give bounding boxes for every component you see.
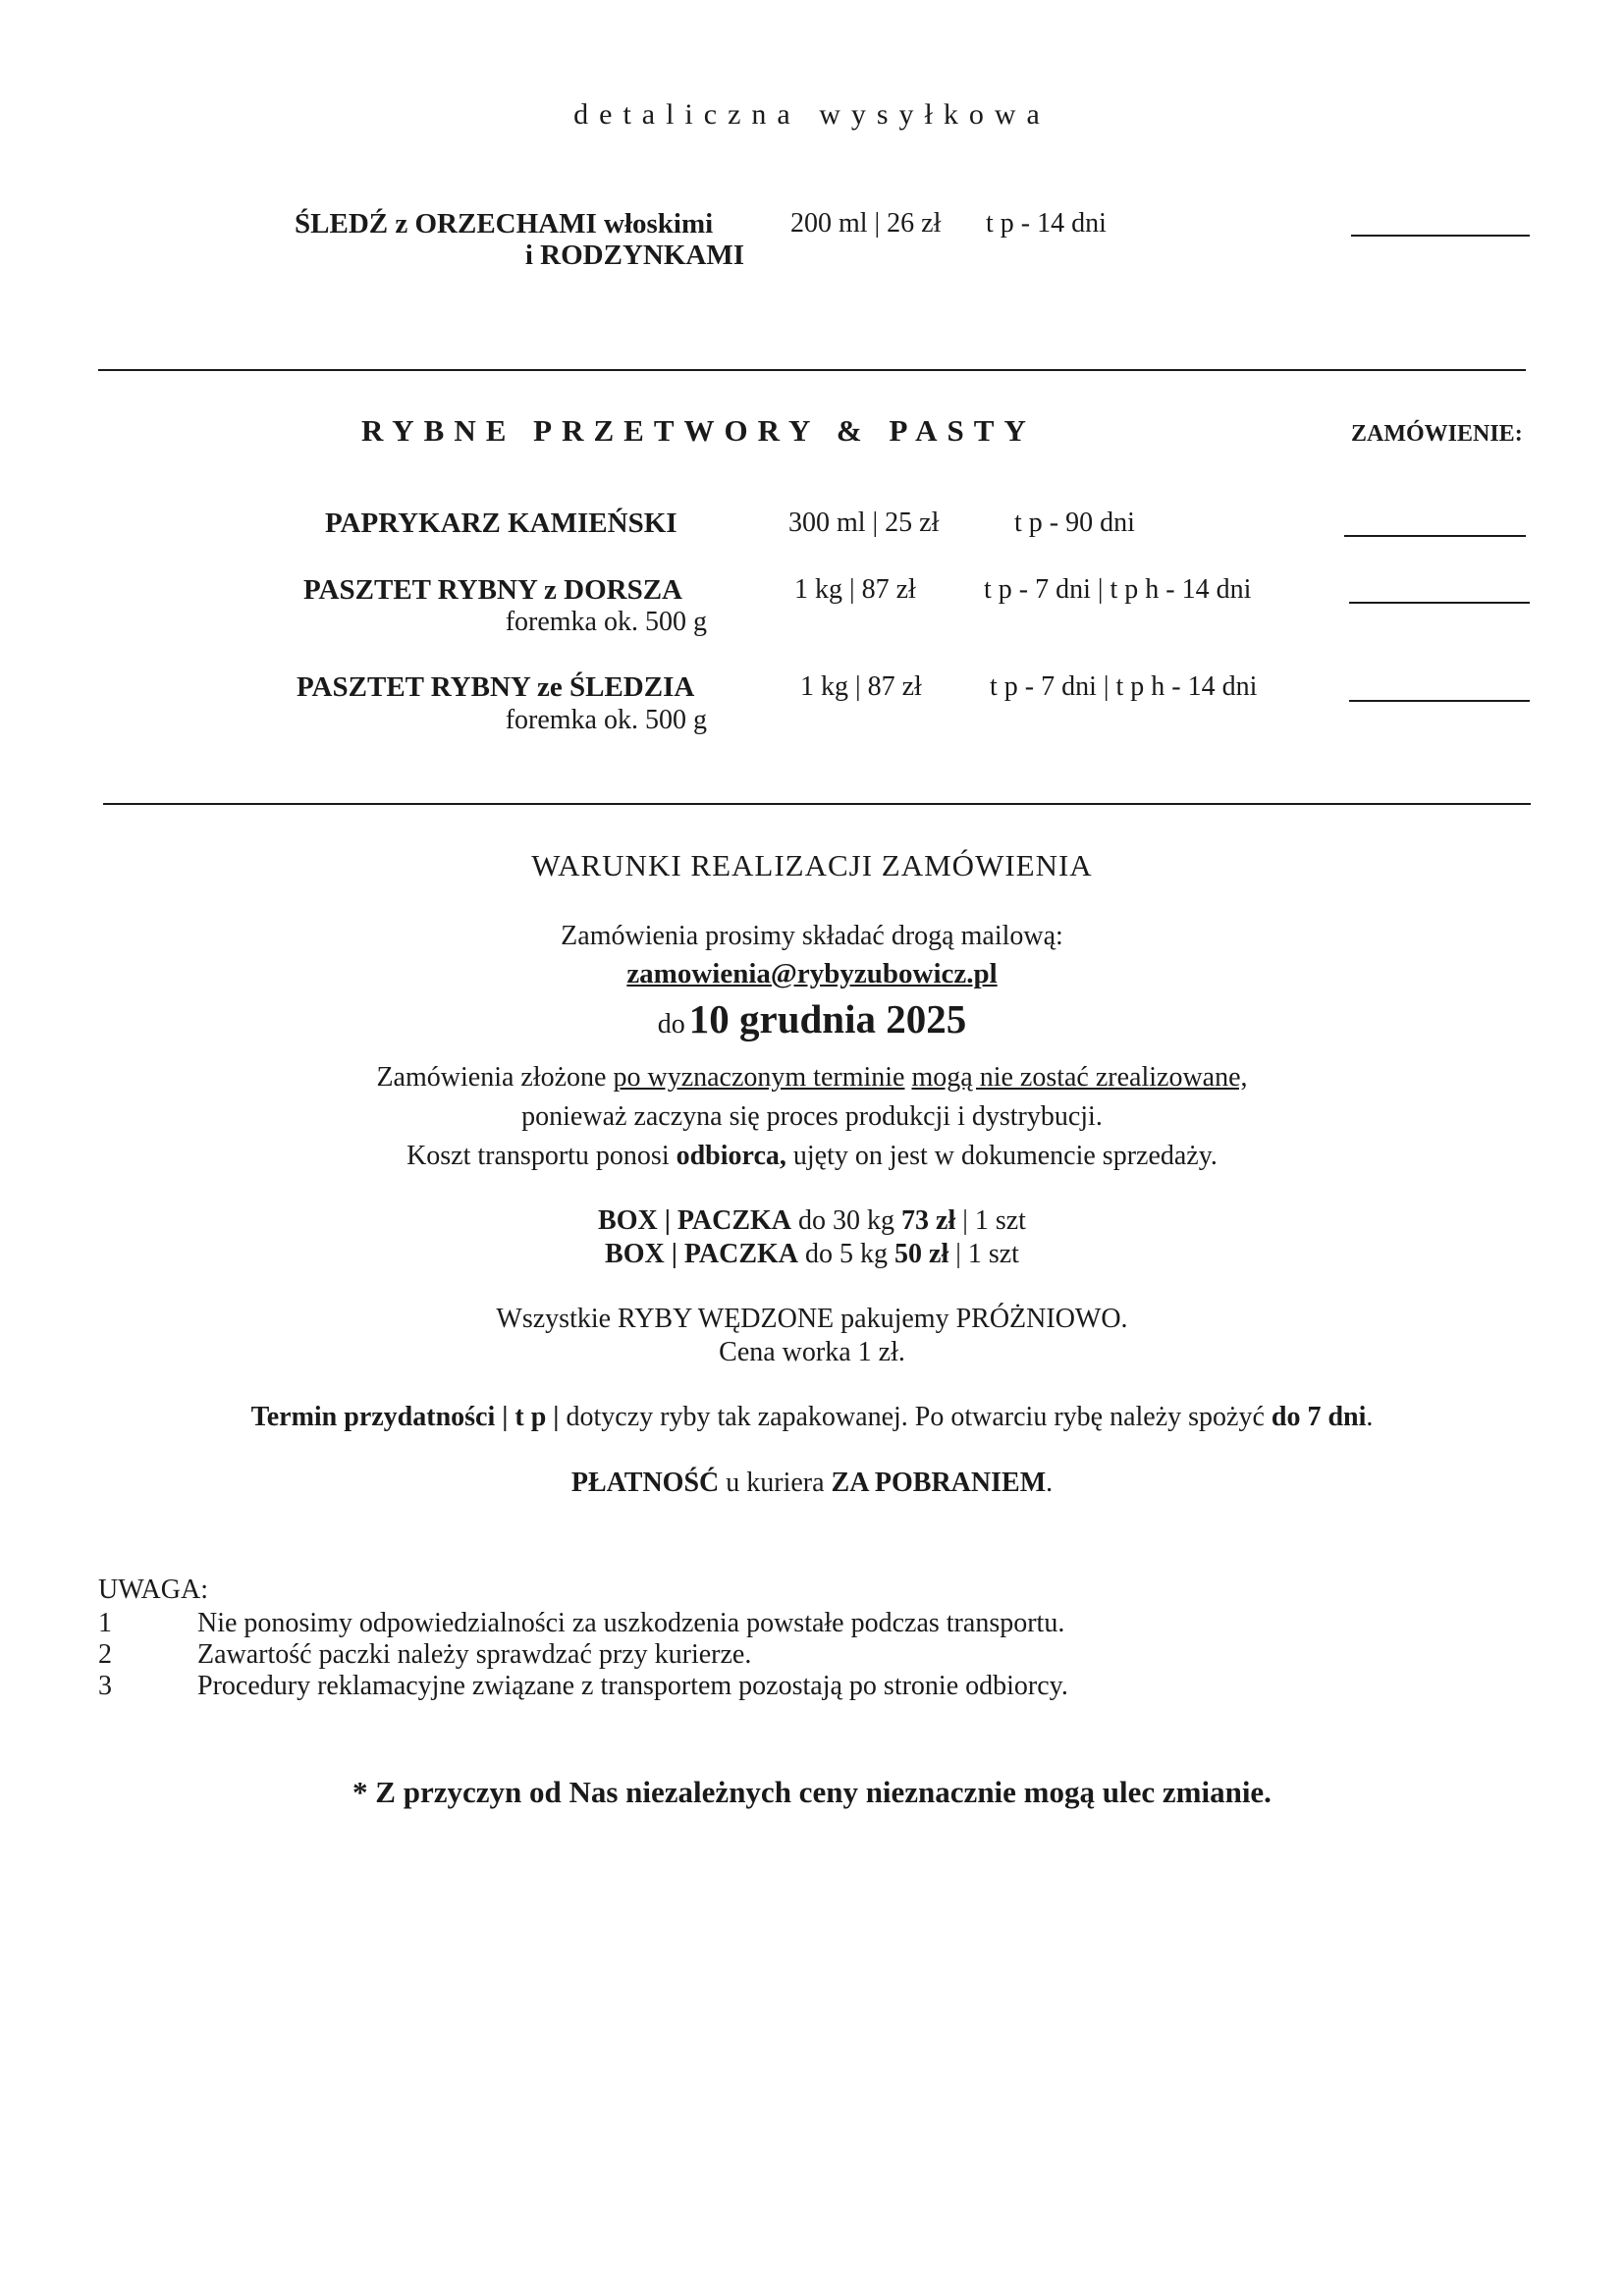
payment-label: PŁATNOŚĆ: [570, 1468, 720, 1498]
order-quantity-field[interactable]: [1349, 602, 1530, 604]
order-column-label: ZAMÓWIENIE:: [1351, 421, 1523, 447]
transport-cost-note: [0, 1141, 1624, 1172]
bag-price-note: Cena worka 1 zł.: [719, 1337, 905, 1367]
box-weight: do 30 kg: [798, 1205, 895, 1236]
product-shelf-life: t p - 7 dni | t p h - 14 dni: [990, 671, 1258, 702]
deadline: [0, 995, 1624, 1042]
note-number: 3: [98, 1671, 112, 1701]
section-title: RYBNE PRZETWORY & PASTY: [361, 413, 1036, 448]
notes-title: UWAGA:: [98, 1575, 208, 1605]
late-order-note-line2: ponieważ zaczyna się proces produkcji i dystrybucji.: [521, 1101, 1103, 1132]
order-quantity-field[interactable]: [1344, 535, 1526, 537]
late-text-underlined: po wyznaczonym terminie: [613, 1062, 905, 1093]
payment-note: [0, 1468, 1624, 1499]
page-header: detaliczna wysyłkowa: [573, 98, 1051, 131]
box-price: 73 zł: [901, 1205, 956, 1236]
shelf-life-note: [0, 1402, 1624, 1433]
product-name: PASZTET RYBNY z DORSZA: [303, 574, 682, 606]
product-name: PAPRYKARZ KAMIEŃSKI: [325, 507, 677, 539]
note-text: Nie ponosimy odpowiedzialności za uszkodzenia powstałe podczas transportu.: [197, 1608, 1065, 1638]
shelf-life-days: do 7 dni: [1271, 1402, 1367, 1432]
product-note: foremka ok. 500 g: [505, 705, 707, 735]
late-text: Zamówienia złożone: [376, 1062, 607, 1093]
note-text: Procedury reklamacyjne związane z transportem pozostają po stronie odbiorcy.: [197, 1671, 1068, 1701]
note-text: Zawartość paczki należy sprawdzać przy kurierze.: [197, 1639, 752, 1670]
payment-text: u kuriera: [726, 1468, 825, 1498]
order-email-link[interactable]: zamowienia@rybyzubowicz.pl: [626, 958, 998, 989]
section-divider: [103, 803, 1531, 805]
box-price-row: [0, 1239, 1624, 1270]
transport-text: ujęty on jest w dokumencie sprzedaży.: [792, 1141, 1218, 1171]
note-number: 1: [98, 1608, 112, 1638]
note-number: 2: [98, 1639, 112, 1670]
product-shelf-life: t p - 7 dni | t p h - 14 dni: [984, 574, 1252, 605]
order-quantity-field[interactable]: [1351, 235, 1530, 237]
box-qty: | 1 szt: [955, 1239, 1019, 1269]
product-shelf-life: t p - 90 dni: [1014, 507, 1135, 538]
transport-text: Koszt transportu ponosi: [406, 1141, 670, 1171]
late-text-underlined: mogą nie zostać zrealizowane,: [911, 1062, 1248, 1093]
shelf-life-label: Termin przydatności | t p |: [250, 1402, 560, 1432]
shelf-life-text: dotyczy ryby tak zapakowanej. Po otwarciu rybę należy spożyć: [566, 1402, 1265, 1432]
product-name-line2: i RODZYNKAMI: [524, 240, 744, 271]
box-label: BOX | PACZKA: [605, 1239, 799, 1269]
shelf-life-period: .: [1366, 1402, 1374, 1432]
section-divider: [98, 369, 1526, 371]
product-note: foremka ok. 500 g: [505, 607, 707, 637]
box-price: 50 zł: [894, 1239, 949, 1269]
deadline-prefix: do: [657, 1009, 685, 1040]
product-shelf-life: t p - 14 dni: [986, 208, 1107, 239]
email-intro: Zamówienia prosimy składać drogą mailową:: [561, 921, 1063, 951]
late-order-note: [0, 1062, 1624, 1094]
product-size-price: 300 ml | 25 zł: [788, 507, 940, 538]
product-name: PASZTET RYBNY ze ŚLEDZIA: [297, 671, 695, 703]
transport-text-bold: odbiorca,: [676, 1141, 786, 1171]
deadline-date: 10 grudnia 2025: [688, 996, 967, 1041]
product-size-price: 200 ml | 26 zł: [790, 208, 942, 239]
conditions-title: WARUNKI REALIZACJI ZAMÓWIENIA: [531, 848, 1093, 882]
payment-method: ZA POBRANIEM: [831, 1468, 1047, 1498]
order-quantity-field[interactable]: [1349, 700, 1530, 702]
box-weight: do 5 kg: [805, 1239, 889, 1269]
product-size-price: 1 kg | 87 zł: [794, 574, 916, 605]
payment-period: .: [1046, 1468, 1054, 1498]
box-label: BOX | PACZKA: [598, 1205, 792, 1236]
product-name: ŚLEDŹ z ORZECHAMI włoskimi: [295, 208, 714, 240]
product-size-price: 1 kg | 87 zł: [800, 671, 922, 702]
box-price-row: [0, 1205, 1624, 1237]
vacuum-pack-note: Wszystkie RYBY WĘDZONE pakujemy PRÓŻNIOWO.: [496, 1304, 1128, 1334]
price-change-disclaimer: * Z przyczyn od Nas niezależnych ceny nieznacznie mogą ulec zmianie.: [352, 1775, 1272, 1809]
box-qty: | 1 szt: [962, 1205, 1026, 1236]
